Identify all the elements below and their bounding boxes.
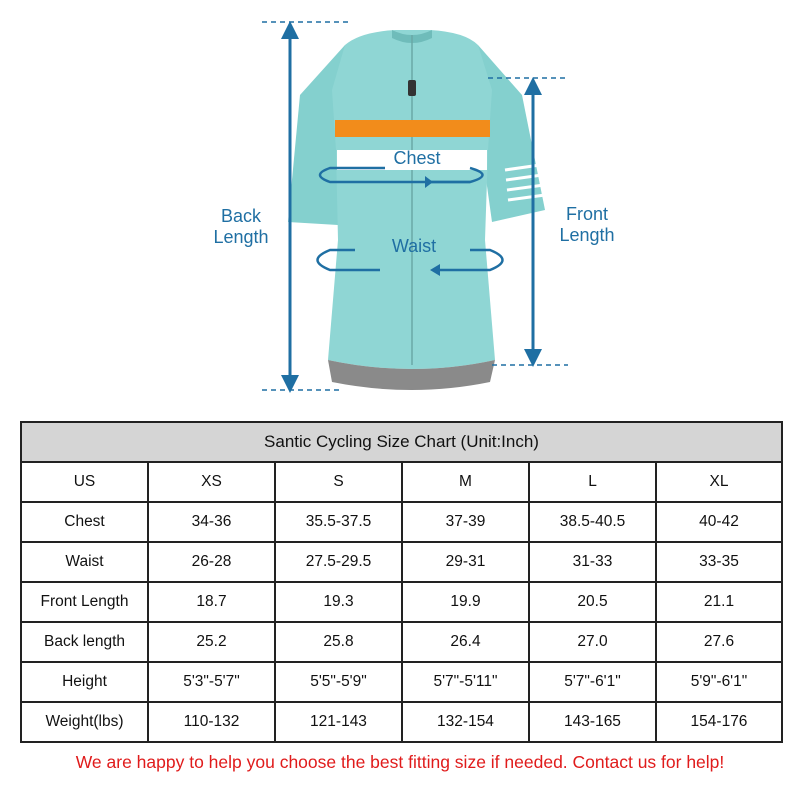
table-cell: 110-132 [148, 702, 275, 742]
table-cell: 34-36 [148, 502, 275, 542]
table-row [21, 702, 782, 742]
front-length-label: Front Length [559, 204, 615, 245]
table-cell: 27.0 [529, 622, 656, 662]
header-cell: S [275, 462, 402, 502]
table-title: Santic Cycling Size Chart (Unit:Inch) [21, 422, 782, 462]
header-cell: XL [656, 462, 782, 502]
table-cell: 5'3"-5'7" [148, 662, 275, 702]
table-cell: 21.1 [656, 582, 782, 622]
table-cell: 29-31 [402, 542, 529, 582]
zipper-pull [408, 80, 416, 96]
table-cell: 5'5"-5'9" [275, 662, 402, 702]
table-cell: 20.5 [529, 582, 656, 622]
header-cell: L [529, 462, 656, 502]
chest-label: Chest [393, 148, 441, 168]
row-label: Front Length [21, 582, 148, 622]
table-row [21, 582, 782, 622]
back-length-label: Back Length [213, 206, 269, 247]
table-cell: 25.2 [148, 622, 275, 662]
table-cell: 143-165 [529, 702, 656, 742]
table-cell: 37-39 [402, 502, 529, 542]
table-cell: 25.8 [275, 622, 402, 662]
table-cell: 27.5-29.5 [275, 542, 402, 582]
row-label: Waist [21, 542, 148, 582]
table-cell: 33-35 [656, 542, 782, 582]
orange-stripe [335, 120, 490, 137]
header-cell: XS [148, 462, 275, 502]
row-label: Chest [21, 502, 148, 542]
help-note: We are happy to help you choose the best fitting size if needed. Contact us for help! [75, 752, 725, 772]
table-cell: 19.3 [275, 582, 402, 622]
table-cell: 38.5-40.5 [529, 502, 656, 542]
table-row [21, 542, 782, 582]
table-cell: 40-42 [656, 502, 782, 542]
table-header-row [21, 462, 782, 502]
table-cell: 132-154 [402, 702, 529, 742]
row-label: Height [21, 662, 148, 702]
table-row [21, 662, 782, 702]
table-cell: 27.6 [656, 622, 782, 662]
table-cell: 26.4 [402, 622, 529, 662]
table-cell: 5'7"-6'1" [529, 662, 656, 702]
table-row [21, 622, 782, 662]
size-chart-table [20, 421, 783, 743]
table-cell: 121-143 [275, 702, 402, 742]
waist-label: Waist [391, 236, 437, 256]
table-cell: 26-28 [148, 542, 275, 582]
jersey-shape [288, 30, 545, 390]
row-label: Weight(lbs) [21, 702, 148, 742]
table-title-row [21, 422, 782, 462]
table-cell: 31-33 [529, 542, 656, 582]
header-cell: US [21, 462, 148, 502]
row-label: Back length [21, 622, 148, 662]
table-cell: 18.7 [148, 582, 275, 622]
table-cell: 5'7"-5'11" [402, 662, 529, 702]
header-cell: M [402, 462, 529, 502]
table-row [21, 502, 782, 542]
table-cell: 154-176 [656, 702, 782, 742]
table-cell: 5'9"-6'1" [656, 662, 782, 702]
table-cell: 19.9 [402, 582, 529, 622]
table-cell: 35.5-37.5 [275, 502, 402, 542]
